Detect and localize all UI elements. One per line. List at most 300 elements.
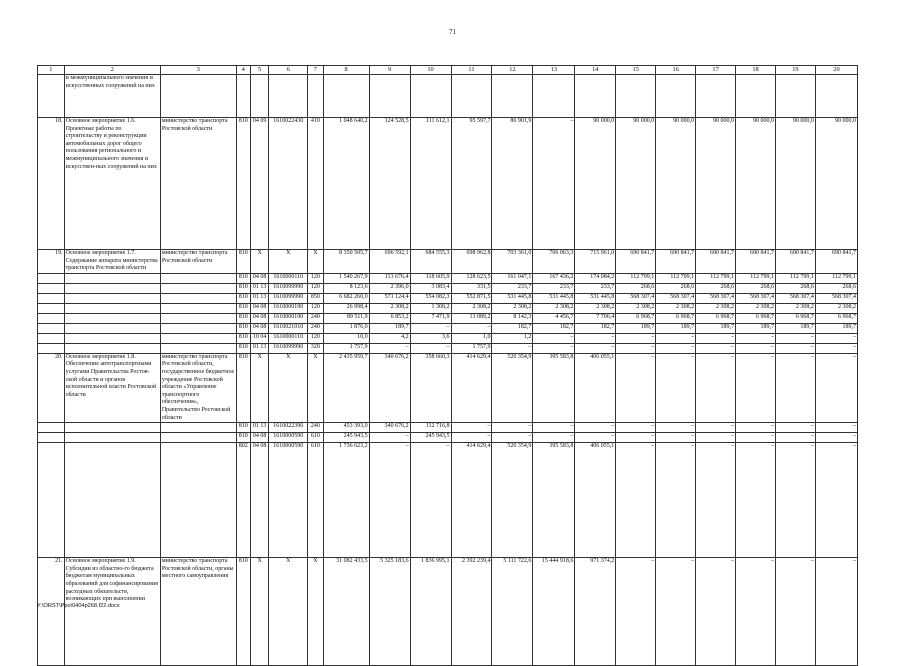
table-cell: 20. [38,353,65,422]
table-cell [64,433,160,443]
table-cell: 552 871,5 [451,293,492,303]
table-cell: – [815,558,857,666]
table-cell: 189,7 [696,323,736,333]
table-cell: – [410,343,451,353]
table-cell: – [616,333,656,343]
table-cell: – [369,433,410,443]
header-cell: 13 [533,66,575,75]
table-cell: 1 736 623,2 [323,443,369,558]
table-cell: – [616,433,656,443]
table-cell: – [656,443,696,558]
table-cell: 690 841,7 [616,250,656,274]
table-cell: 2 435 959,7 [323,353,369,422]
table-cell: 8 123,6 [323,283,369,293]
table-cell: – [616,443,656,558]
table-cell: – [451,433,492,443]
table-cell: 568 307,4 [736,293,776,303]
table-cell: 2 308,2 [492,303,533,313]
table-cell [616,75,656,118]
page-number: 71 [449,28,456,36]
table-cell: 1610099990 [269,293,308,303]
table-cell: 120 [308,283,323,293]
table-cell: 90 000,0 [696,118,736,250]
table-cell [736,75,776,118]
table-cell: 810 [236,323,250,333]
table-cell: 10 04 [250,333,268,343]
table-cell: 2 308,2 [815,303,857,313]
table-cell [160,293,236,303]
header-cell: 9 [369,66,410,75]
table-cell: 182,7 [533,323,575,333]
table-cell: 90 000,0 [656,118,696,250]
table-cell [64,423,160,433]
table-cell: 182,7 [575,323,616,333]
table-cell: 571 124,4 [369,293,410,303]
table-cell [64,273,160,283]
table-cell: X [250,250,268,274]
table-cell: 4,2 [369,333,410,343]
table-cell: 810 [236,423,250,433]
table-row [38,433,858,443]
table-cell: – [696,423,736,433]
table-row [38,250,858,274]
table-cell: 04 08 [250,443,268,558]
table-cell: Основное мероприятие 1.9. Субсидии из областно-го бюджета бюджетам муниципальных образований для софинансирования расходных обязательств, возникающих при выполнении [64,558,160,666]
table-cell: 04 08 [250,323,268,333]
table-cell: 320 [308,343,323,353]
table-cell [160,273,236,283]
table-cell: 6 968,7 [616,313,656,323]
table-cell: 04 08 [250,273,268,283]
table-cell: 1 048 640,2 [323,118,369,250]
table-cell: 167 436,2 [533,273,575,283]
table-cell: 240 [308,423,323,433]
table-cell [323,75,369,118]
table-cell: 26 998,4 [323,303,369,313]
table-cell: 90 000,0 [775,118,815,250]
table-row [38,333,858,343]
table-cell: 706 063,3 [533,250,575,274]
table-cell: – [533,333,575,343]
table-cell: 8 350 505,7 [323,250,369,274]
table-cell: 04 09 [250,118,268,250]
table-cell: 1 757,9 [451,343,492,353]
table-cell: 810 [236,343,250,353]
table-cell: – [736,423,776,433]
table-cell: 1610000590 [269,433,308,443]
table-row [38,283,858,293]
table-cell: – [815,423,857,433]
header-cell: 20 [815,66,857,75]
table-cell: 4 456,7 [533,313,575,323]
table-cell: 240 [308,323,323,333]
table-cell: – [451,423,492,433]
table-cell: 6 853,2 [369,313,410,323]
table-cell: 113 676,4 [369,273,410,283]
table-cell: 120 [308,273,323,283]
table-cell: 531 445,8 [492,293,533,303]
table-cell: 6 968,7 [736,313,776,323]
table-row [38,343,858,353]
table-cell [250,75,268,118]
table-cell: – [775,333,815,343]
table-cell: 453 393,0 [323,423,369,433]
table-cell: – [410,443,451,558]
table-cell: X [269,353,308,422]
table-cell: 531 445,8 [533,293,575,303]
table-cell: 690 841,7 [656,250,696,274]
table-cell: – [815,343,857,353]
table-cell [492,75,533,118]
table-cell: 1610021010 [269,323,308,333]
table-cell: 128 623,5 [451,273,492,283]
table-cell: – [815,353,857,422]
table-cell: 2 396,0 [369,283,410,293]
table-cell: 971 374,2 [575,558,616,666]
table-cell: министерство транспорта Ростовской области, государственное бюджетное учреждение Ростовской области «Управление транспортного обеспечения», Правительство Ростовской области [160,353,236,422]
table-cell: 1610000190 [269,303,308,313]
table-cell: 810 [236,558,250,666]
table-cell: – [775,558,815,666]
table-cell: 120 [308,303,323,313]
table-cell: – [736,333,776,343]
table-cell: – [775,353,815,422]
table-cell: 15 444 918,6 [533,558,575,666]
header-cell: 11 [451,66,492,75]
header-cell: 12 [492,66,533,75]
table-cell [160,323,236,333]
table-cell: и межмуниципального значения и искусственных сооружений на них [64,75,160,118]
table-cell: 112 799,1 [696,273,736,283]
table-cell [160,283,236,293]
table-cell [38,423,65,433]
header-cell: 7 [308,66,323,75]
table-cell: 112 799,1 [736,273,776,283]
table-cell: 703 361,0 [492,250,533,274]
table-row [38,443,858,558]
table-cell: 01 13 [250,283,268,293]
table-cell: 2 308,2 [369,303,410,313]
table-cell: 690 841,7 [736,250,776,274]
table-cell: 240 [308,313,323,323]
table-cell: – [616,353,656,422]
table-cell: X [269,250,308,274]
table-cell: 5 111 722,6 [492,558,533,666]
header-row [38,66,858,75]
table-cell: 568 307,4 [815,293,857,303]
table-cell: 810 [236,433,250,443]
table-cell: X [269,558,308,666]
table-cell: 6 682 260,0 [323,293,369,303]
table-cell: – [696,433,736,443]
table-cell: 610 [308,443,323,558]
table-cell: 554 082,3 [410,293,451,303]
table-cell: 7 706,4 [575,313,616,323]
table-cell [38,75,65,118]
table-cell: 21. [38,558,65,666]
table-cell: 331,5 [451,283,492,293]
table-cell: 89 511,9 [323,313,369,323]
table-cell: 1610000110 [269,333,308,343]
table-cell: 1 836 995,1 [410,558,451,666]
header-cell: 10 [410,66,451,75]
table-cell: 268,6 [775,283,815,293]
table-cell [410,75,451,118]
header-cell: 1 [38,66,65,75]
table-cell: 182,7 [492,323,533,333]
table-cell: – [533,423,575,433]
table-cell: – [410,323,451,333]
table-cell: 3 083,4 [410,283,451,293]
table-cell: 690 841,7 [775,250,815,274]
table-cell: 5 325 183,6 [369,558,410,666]
table-cell: – [369,343,410,353]
table-cell: X [308,353,323,422]
table-cell: 3,6 [410,333,451,343]
table-cell: 2 392 239,4 [451,558,492,666]
table-cell: – [696,443,736,558]
table-cell [160,443,236,558]
table-cell: – [736,433,776,443]
table-cell: – [656,343,696,353]
table-cell: 810 [236,353,250,422]
table-cell: 395 583,8 [533,443,575,558]
table-cell: 1610099990 [269,283,308,293]
table-cell: 90 000,0 [575,118,616,250]
table-cell: 112 716,8 [410,423,451,433]
table-cell: – [616,343,656,353]
table-cell [160,75,236,118]
table-cell: – [736,353,776,422]
table-cell: 410 [308,118,323,250]
header-cell: 3 [160,66,236,75]
table-cell: 568 307,4 [656,293,696,303]
table-cell: – [696,343,736,353]
table-cell [575,75,616,118]
table-cell: – [815,443,857,558]
table-cell: 112 799,1 [775,273,815,283]
table-cell: – [575,333,616,343]
header-cell: 6 [269,66,308,75]
table-cell [64,333,160,343]
table-cell: – [656,433,696,443]
table-row [38,323,858,333]
table-cell: 568 307,4 [775,293,815,303]
table-cell: 31 082 433,5 [323,558,369,666]
table-cell: 850 [308,293,323,303]
table-cell: 2 308,2 [575,303,616,313]
table-cell: – [492,423,533,433]
table-cell: 568 307,4 [696,293,736,303]
table-cell: 19. [38,250,65,274]
table-cell: – [575,433,616,443]
table-cell: – [736,343,776,353]
table-cell: – [656,558,696,666]
table-cell: – [575,423,616,433]
table-cell: 90 000,0 [616,118,656,250]
table-cell [38,433,65,443]
table-cell: – [492,433,533,443]
table-cell: 2 308,2 [775,303,815,313]
table-cell: X [308,250,323,274]
table-cell [369,75,410,118]
header-cell: 2 [64,66,160,75]
table-cell [269,75,308,118]
header-cell: 19 [775,66,815,75]
table-cell: 6 968,7 [656,313,696,323]
table-row [38,273,858,283]
table-cell: 1 876,0 [323,323,369,333]
table-cell: 531 445,8 [575,293,616,303]
table-cell: – [533,433,575,443]
table-cell: 7 471,9 [410,313,451,323]
table-cell: 690 841,7 [815,250,857,274]
table-cell: 111 612,1 [410,118,451,250]
table-cell: 95 597,7 [451,118,492,250]
table-cell: 268,6 [616,283,656,293]
table-cell: 696 592,1 [369,250,410,274]
table-cell: 395 583,8 [533,353,575,422]
table-cell: 6 968,7 [696,313,736,323]
table-cell: 2 308,2 [696,303,736,313]
table-cell: 268,6 [815,283,857,293]
table-cell [160,333,236,343]
table-cell [775,75,815,118]
table-cell: министерство транспорта Ростовской области [160,250,236,274]
table-cell: 189,7 [736,323,776,333]
table-cell [236,75,250,118]
table-cell [38,313,65,323]
table-cell: – [616,423,656,433]
table-cell: – [815,433,857,443]
table-cell: 268,6 [736,283,776,293]
table-row [38,353,858,422]
table-cell: – [451,323,492,333]
table-cell [64,323,160,333]
table-cell [38,343,65,353]
header-cell: 18 [736,66,776,75]
table-cell: 189,7 [369,323,410,333]
table-cell: 174 084,2 [575,273,616,283]
table-cell: – [616,558,656,666]
table-cell: 340 676,2 [369,423,410,433]
table-cell [38,293,65,303]
table-cell: 6 968,7 [815,313,857,323]
table-cell: – [696,558,736,666]
table-cell: – [775,433,815,443]
table-cell: министерство транспорта Ростовской области, органы местного самоуправления [160,558,236,666]
table-cell [38,283,65,293]
table-cell: 690 841,7 [696,250,736,274]
table-cell: Основное мероприятие 1.7. Содержание аппарата министерства транспорта Ростовской области [64,250,160,274]
table-cell: 2 308,2 [533,303,575,313]
table-cell: – [575,343,616,353]
table-cell [64,283,160,293]
table-cell: 189,7 [656,323,696,333]
table-cell: Основное мероприятие 1.6. Проектные работы по строительству и реконструкции автомобильных дорог общего пользования регионального и межмуниципального значения и искусствен-ных сооружений на них [64,118,160,250]
table-cell: 01 13 [250,423,268,433]
table-cell: 568 307,4 [616,293,656,303]
table-row [38,118,858,250]
header-cell: 4 [236,66,250,75]
table-cell: 233,7 [533,283,575,293]
table-cell: 810 [236,313,250,323]
table-cell: 414 629,4 [451,443,492,558]
table-body [38,75,858,666]
table-cell: 233,7 [575,283,616,293]
table-cell: – [736,558,776,666]
table-cell: 1610022390 [269,423,308,433]
table-cell: 189,7 [775,323,815,333]
table-cell: 1,2 [492,333,533,343]
table-row [38,293,858,303]
table-cell: 715 961,0 [575,250,616,274]
table-cell: 268,6 [656,283,696,293]
table-cell: 8 142,3 [492,313,533,323]
table-cell: 406 055,1 [575,353,616,422]
table-cell: 01 13 [250,293,268,303]
table-cell [64,313,160,323]
table-cell: 1 308,2 [410,303,451,313]
table-cell [64,303,160,313]
table-cell: 1 757,9 [323,343,369,353]
table-cell: – [533,343,575,353]
table-cell: 1 540 267,9 [323,273,369,283]
table-cell: 2 308,2 [656,303,696,313]
table-cell: – [533,118,575,250]
table-cell: 520 354,9 [492,443,533,558]
table-cell: 268,6 [696,283,736,293]
header-cell: 14 [575,66,616,75]
table-cell: 1610022430 [269,118,308,250]
table-cell: 01 13 [250,343,268,353]
header-cell: 8 [323,66,369,75]
file-path-footer: Y:\ORST\Ppo\0404p268.f22.docx [37,603,120,609]
table-cell: 1610099990 [269,343,308,353]
table-cell [308,75,323,118]
table-cell [38,323,65,333]
table-cell [160,433,236,443]
table-cell: 189,7 [815,323,857,333]
table-cell [160,423,236,433]
table-cell: 112 799,1 [656,273,696,283]
table-cell [64,443,160,558]
table-cell: 124 528,5 [369,118,410,250]
table-cell: 2 308,2 [736,303,776,313]
table-cell: X [250,353,268,422]
table-cell: 90 000,0 [815,118,857,250]
table-cell: 13 089,2 [451,313,492,323]
table-cell: 2 308,2 [451,303,492,313]
table-cell: 10,0 [323,333,369,343]
table-cell: 358 660,3 [410,353,451,422]
table-cell: 810 [236,250,250,274]
header-cell: 5 [250,66,268,75]
table-cell: – [492,343,533,353]
table-cell: 245 943,5 [410,433,451,443]
table-cell: – [815,333,857,343]
budget-table [37,65,858,666]
table-cell: X [250,558,268,666]
table-cell [38,273,65,283]
table-row [38,423,858,433]
table-cell: 04 08 [250,433,268,443]
table-cell: – [696,353,736,422]
table-row [38,303,858,313]
table-cell [160,343,236,353]
table-cell [38,443,65,558]
table-cell: 245 943,5 [323,433,369,443]
